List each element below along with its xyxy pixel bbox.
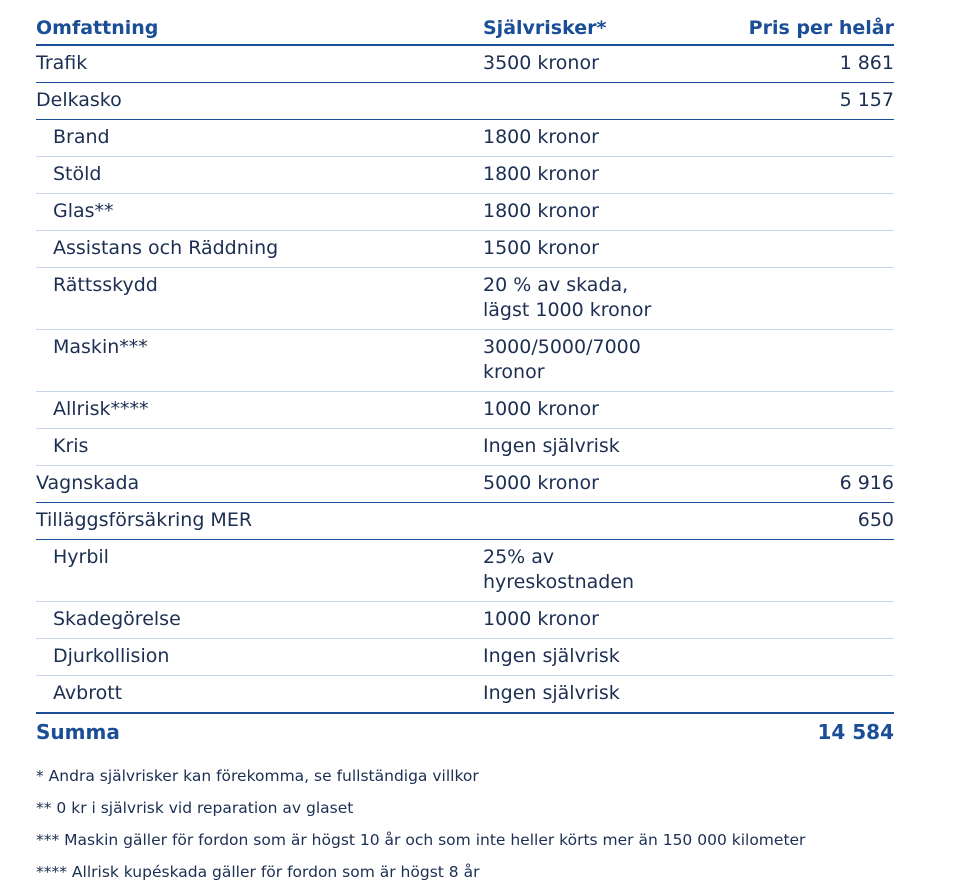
footnote: * Andra självrisker kan förekomma, se fullständiga villkor <box>36 767 479 785</box>
table-subrow <box>36 194 894 231</box>
footnotes <box>36 760 894 888</box>
price-cell <box>723 607 894 632</box>
price-cell <box>723 162 894 187</box>
price-cell <box>723 125 894 150</box>
header-deductible: Självrisker* <box>483 17 607 39</box>
table-subrow <box>36 676 894 714</box>
price-cell: 650 <box>857 509 894 531</box>
price-cell <box>723 199 894 224</box>
table-subrow <box>36 120 894 157</box>
coverage-cell: Allrisk**** <box>53 398 149 420</box>
deductible-cell: 3500 kronor <box>483 52 599 74</box>
deductible-cell: 3000/5000/7000 kronor <box>483 336 641 383</box>
table-subrow <box>36 602 894 639</box>
table-subrow <box>36 268 894 330</box>
deductible-cell: 1500 kronor <box>483 237 599 259</box>
deductible-cell: 1800 kronor <box>483 163 599 185</box>
coverage-cell: Avbrott <box>53 682 123 704</box>
deductible-cell: Ingen självrisk <box>483 435 620 457</box>
header-coverage: Omfattning <box>36 17 159 39</box>
price-cell <box>723 681 894 706</box>
table-subrow <box>36 330 894 392</box>
total-value: 14 584 <box>817 720 894 744</box>
price-cell <box>723 236 894 261</box>
deductible-cell: 5000 kronor <box>483 472 599 494</box>
footnote: **** Allrisk kupéskada gäller för fordon som är högst 8 år <box>36 863 480 881</box>
total-row <box>36 714 894 750</box>
deductible-cell: 1800 kronor <box>483 126 599 148</box>
price-cell: 1 861 <box>839 52 894 74</box>
deductible-cell: 1000 kronor <box>483 608 599 630</box>
footnote: ** 0 kr i självrisk vid reparation av glaset <box>36 799 354 817</box>
table-subrow <box>36 639 894 676</box>
coverage-cell: Djurkollision <box>53 645 170 667</box>
coverage-cell: Delkasko <box>36 89 122 111</box>
table-body <box>36 46 894 714</box>
coverage-cell: Hyrbil <box>53 546 109 568</box>
table-subrow <box>36 392 894 429</box>
table-subrow <box>36 429 894 466</box>
table-subrow <box>36 540 894 602</box>
deductible-cell: 20 % av skada, lägst 1000 kronor <box>483 274 652 321</box>
header-price: Pris per helår <box>748 17 894 39</box>
price-cell <box>723 545 894 595</box>
coverage-cell: Skadegörelse <box>53 608 181 630</box>
total-label: Summa <box>36 720 120 744</box>
coverage-cell: Tilläggsförsäkring MER <box>36 509 253 531</box>
table-header <box>36 12 894 46</box>
table-row <box>36 83 894 120</box>
coverage-cell: Rättsskydd <box>53 274 158 296</box>
coverage-cell: Kris <box>53 435 89 457</box>
price-cell: 6 916 <box>839 472 894 494</box>
price-cell: 5 157 <box>839 89 894 111</box>
coverage-cell: Brand <box>53 126 110 148</box>
coverage-cell: Maskin*** <box>53 336 148 358</box>
coverage-cell: Trafik <box>36 52 88 74</box>
deductible-cell <box>483 88 723 113</box>
coverage-cell: Glas** <box>53 200 114 222</box>
coverage-cell: Vagnskada <box>36 472 140 494</box>
footnote: *** Maskin gäller för fordon som är högst 10 år och som inte heller körts mer än 150 000 kilometer <box>36 831 806 849</box>
table-row <box>36 503 894 540</box>
table-subrow <box>36 231 894 268</box>
deductible-cell: 1800 kronor <box>483 200 599 222</box>
price-cell <box>723 273 894 323</box>
deductible-cell: Ingen självrisk <box>483 645 620 667</box>
deductible-cell: 1000 kronor <box>483 398 599 420</box>
price-cell <box>723 335 894 385</box>
table-subrow <box>36 157 894 194</box>
price-cell <box>723 434 894 459</box>
coverage-cell: Stöld <box>53 163 102 185</box>
coverage-cell: Assistans och Räddning <box>53 237 279 259</box>
insurance-price-table <box>36 12 894 888</box>
deductible-cell <box>483 508 723 533</box>
table-row <box>36 46 894 83</box>
table-row <box>36 466 894 503</box>
deductible-cell: 25% av hyreskostnaden <box>483 546 635 593</box>
deductible-cell: Ingen självrisk <box>483 682 620 704</box>
price-cell <box>723 397 894 422</box>
price-cell <box>723 644 894 669</box>
